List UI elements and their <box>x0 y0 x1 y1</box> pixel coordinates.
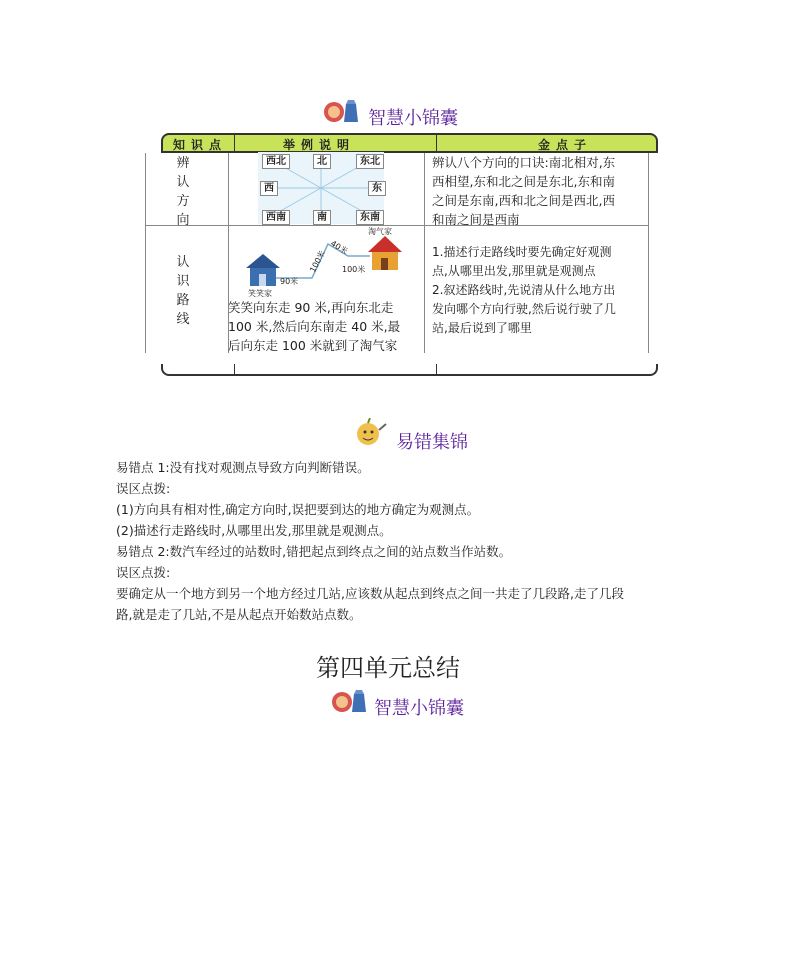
mistake-2-explanation-cont: 路,就是走了几站,不是从起点开始数站点数。 <box>116 607 362 622</box>
route-seg3-label: 40米 <box>328 238 350 257</box>
row1-topic: 辨 认 方 向 <box>176 156 190 228</box>
route-diagram <box>240 226 420 298</box>
mistake-1-point-2: (2)描述行走路线时,从哪里出发,那里就是观测点。 <box>116 523 392 538</box>
table-footer <box>161 364 658 376</box>
header-example: 举例说明 <box>283 138 356 152</box>
row2-example: 笑笑向东走 90 米,再向东北走 100 米,然后向东南走 40 米,最 后向东走 100 米就到了淘气家 <box>228 300 401 353</box>
mascot-bags-icon <box>322 96 362 128</box>
header-tips: 金点子 <box>538 138 593 152</box>
dir-west: 西 <box>260 181 278 196</box>
dir-south: 南 <box>313 210 331 225</box>
row2-topic: 认 识 路 线 <box>176 255 190 327</box>
mistake-1-hint-label: 误区点拨: <box>116 481 171 496</box>
route-end-label: 淘气家 <box>368 227 392 236</box>
mistake-1-title: 易错点 1:没有找对观测点导致方向判断错误。 <box>116 460 370 475</box>
row1-tips: 辨认八个方向的口诀:南北相对,东 西相望,东和北之间是东北,东和南 之间是东南,西和北之间是西北,西 和南之间是西南 <box>432 155 616 227</box>
row2-tips: 1.描述行走路线时要先确定好观测 点,从哪里出发,那里就是观测点 2.叙述路线时,先说清从什么地方出 发向哪个方向行驶,然后说行驶了几 站,最后说到了哪里 <box>432 245 616 335</box>
unit-summary-title: 第四单元总结 <box>316 654 460 682</box>
mascot-apple-icon <box>352 418 388 452</box>
dir-north: 北 <box>313 154 331 169</box>
dir-east: 东 <box>368 181 386 196</box>
mascot-bags-icon <box>330 686 370 718</box>
table-header <box>161 133 658 153</box>
mistake-1-point-1: (1)方向具有相对性,确定方向时,误把要到达的地方确定为观测点。 <box>116 502 480 517</box>
route-seg2-label: 100米 <box>308 249 328 274</box>
house-icon <box>368 236 402 270</box>
footer-divider <box>436 364 437 374</box>
section-title-mistakes: 易错集锦 <box>396 432 468 453</box>
dir-northwest: 西北 <box>262 154 290 169</box>
dir-northeast: 东北 <box>356 154 384 169</box>
mistake-2-explanation: 要确定从一个地方到另一个地方经过几站,应该数从起点到终点之间一共走了几段路,走了几段 <box>116 586 624 601</box>
route-seg1-label: 90米 <box>280 277 299 286</box>
header-divider <box>436 135 437 152</box>
footer-divider <box>234 364 235 374</box>
section-title-wisdom-2: 智慧小锦囊 <box>374 698 464 719</box>
mistake-2-hint-label: 误区点拨: <box>116 565 171 580</box>
mistake-2-title: 易错点 2:数汽车经过的站数时,错把起点到终点之间的站点数当作站数。 <box>116 544 512 559</box>
table-border <box>145 153 146 353</box>
header-knowledge: 知识点 <box>173 138 228 152</box>
table-border <box>648 153 649 353</box>
dir-southwest: 西南 <box>262 210 290 225</box>
table-border <box>424 153 425 353</box>
route-start-label: 笑笑家 <box>248 289 272 298</box>
dir-southeast: 东南 <box>356 210 384 225</box>
house-icon <box>246 254 280 286</box>
header-divider <box>234 135 235 152</box>
section-title-wisdom: 智慧小锦囊 <box>368 108 458 129</box>
route-seg4-label: 100米 <box>342 265 366 274</box>
